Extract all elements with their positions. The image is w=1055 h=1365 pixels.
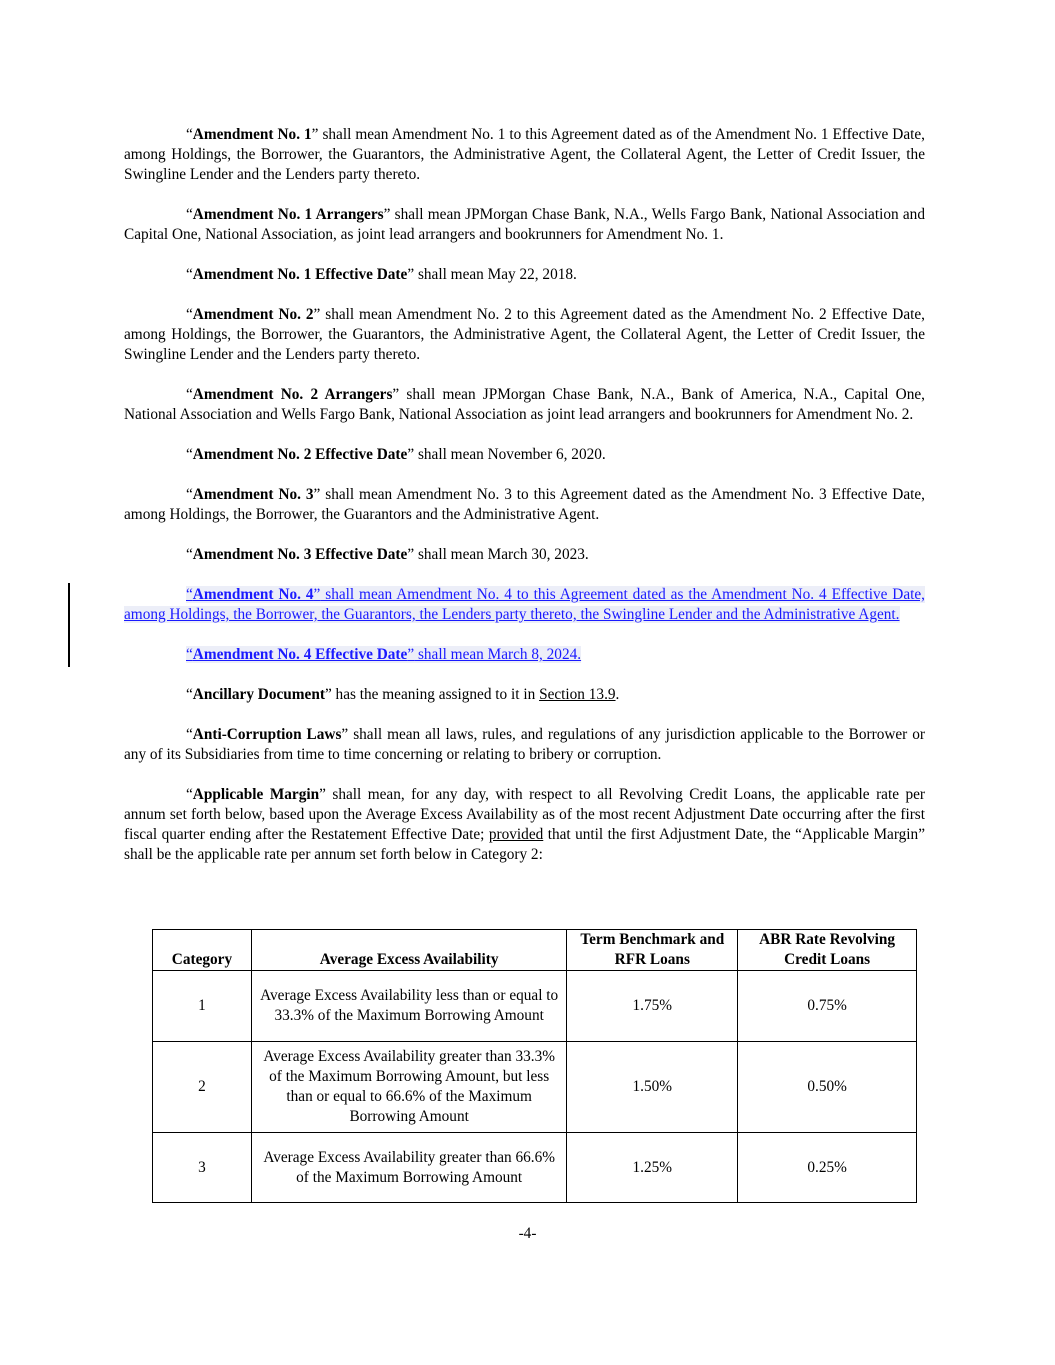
cell-category: 1 [153, 971, 252, 1042]
cell-abr-rate: 0.50% [738, 1042, 917, 1133]
cell-abr-rate: 0.75% [738, 971, 917, 1042]
table-row [153, 1133, 917, 1203]
definition-amendment-4-effective-date-inserted [124, 645, 925, 665]
cell-abr-rate: 0.25% [738, 1133, 917, 1203]
definition-anti-corruption-laws: “Anti-Corruption Laws” shall mean all laws, rules, and regulations of any jurisdiction applicable to the Borrower or any of its Subsidiaries from time to time concerning or relating to bribery or corruption. [124, 726, 925, 763]
cell-category: 3 [153, 1133, 252, 1203]
cell-availability: Average Excess Availability greater than 66.6% of the Maximum Borrowing Amount [251, 1133, 566, 1203]
page-number: -4- [518, 1225, 537, 1242]
table-row [153, 971, 917, 1042]
inserted-text: “Amendment No. 4 Effective Date” shall mean March 8, 2024. [186, 646, 582, 663]
applicable-margin-table [152, 929, 917, 1203]
definition-amendment-1-effective-date: “Amendment No. 1 Effective Date” shall mean May 22, 2018. [186, 266, 577, 283]
table-row [153, 1042, 917, 1133]
definition-applicable-margin: “Applicable Margin” shall mean, for any day, with respect to all Revolving Credit Loans, the applicable rate per annum set forth below, based upon the Average Excess Availability as of the most recent Adjustment Date occurring after the first fiscal quarter ending after the Restatement Effective Date; provided that until the first Adjustment Date, the “Applicable Margin” shall be the applicable rate per annum set forth below in Category 2: [124, 786, 925, 863]
cell-availability: Average Excess Availability less than or equal to 33.3% of the Maximum Borrowing Amount [251, 971, 566, 1042]
section-reference: Section 13.9 [539, 686, 616, 703]
document-body [124, 125, 925, 885]
header-term-benchmark: Term Benchmark and RFR Loans [567, 930, 738, 971]
definition-amendment-2-effective-date: “Amendment No. 2 Effective Date” shall mean November 6, 2020. [186, 446, 606, 463]
definition-amendment-1-arrangers: “Amendment No. 1 Arrangers” shall mean JPMorgan Chase Bank, N.A., Wells Fargo Bank, National Association and Capital One, National Association, as joint lead arrangers and bookrunners for Amendment No. 1. [124, 206, 925, 243]
header-abr-rate: ABR Rate Revolving Credit Loans [738, 930, 917, 971]
definition-amendment-2: “Amendment No. 2” shall mean Amendment No. 2 to this Agreement dated as the Amendment No. 2 Effective Date, among Holdings, the Borrower, the Guarantors, the Administrative Agent, the Collateral Agent, the Letter of Credit Issuer, the Swingline Lender and the Lenders party thereto. [124, 306, 925, 363]
definition-amendment-3: “Amendment No. 3” shall mean Amendment No. 3 to this Agreement dated as the Amendment No. 3 Effective Date, among Holdings, the Borrower, the Guarantors and the Administrative Agent. [124, 486, 925, 523]
definition-amendment-4-inserted [124, 585, 925, 625]
cell-term-rate: 1.75% [567, 971, 738, 1042]
definition-ancillary-document: “Ancillary Document” has the meaning assigned to it in Section 13.9. [186, 686, 620, 703]
change-bar [68, 643, 70, 667]
definition-amendment-1: “Amendment No. 1” shall mean Amendment No. 1 to this Agreement dated as of the Amendment No. 1 Effective Date, among Holdings, the Borrower, the Guarantors, the Administrative Agent, the Collateral Agent, the Letter of Credit Issuer, the Swingline Lender and the Lenders party thereto. [124, 126, 926, 183]
cell-term-rate: 1.50% [567, 1042, 738, 1133]
change-bar [68, 583, 70, 645]
provided-term: provided [488, 826, 544, 843]
definition-amendment-2-arrangers: “Amendment No. 2 Arrangers” shall mean JPMorgan Chase Bank, N.A., Bank of America, N.A., Capital One, National Association and Wells Fargo Bank, National Association as joint lead arrangers and bookrunners for Amendment No. 2. [124, 386, 925, 423]
header-category: Category [153, 930, 252, 971]
cell-availability: Average Excess Availability greater than 33.3% of the Maximum Borrowing Amount, but less than or equal to 66.6% of the Maximum Borrowing Amount [251, 1042, 566, 1133]
inserted-text: “Amendment No. 4” shall mean Amendment No. 4 to this Agreement dated as the Amendment No. 4 Effective Date, among Holdings, the Borrower, the Guarantors, the Lenders party thereto, the Swingline Lender and the Administrative Agent. [124, 586, 925, 623]
header-average-excess-availability: Average Excess Availability [251, 930, 566, 971]
definition-amendment-3-effective-date: “Amendment No. 3 Effective Date” shall mean March 30, 2023. [186, 546, 589, 563]
cell-category: 2 [153, 1042, 252, 1133]
table-header-row [153, 930, 917, 971]
cell-term-rate: 1.25% [567, 1133, 738, 1203]
